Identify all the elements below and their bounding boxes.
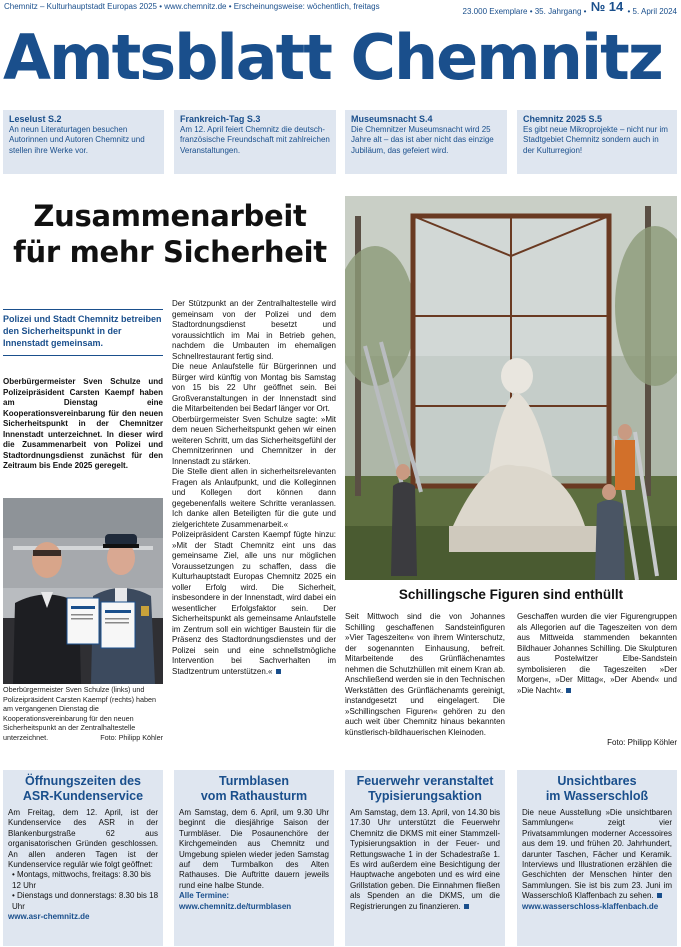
end-mark-icon	[464, 904, 469, 909]
box-title	[179, 774, 329, 803]
end-mark-icon	[276, 669, 281, 674]
box-body-text: Die neue Ausstellung »Die unsichtbaren Sammlungen« zeigt vier Privatsammlungen moderner Accessoires aus dem 19. und frühen 20. Jahrhundert, darunter Taschen, Fächer und Keramik. Interviews und Illustrationen erzählen die Geschichten der Menschen hinter den Sammlungen. Sie ist bis zum 23. Juni im Wasserschloß Klaffenbach zu sehen.	[522, 808, 672, 901]
photo-signing	[3, 498, 163, 684]
caption-credit: Foto: Philipp Köhler	[100, 732, 163, 742]
box-title-line: im Wasserschloß	[545, 788, 649, 803]
teaser-text: Die Chemnitzer Museumsnacht wird 25 Jahre alt – das ist aber nicht das einzige Jubiläum, das gefeiert wird.	[351, 124, 494, 155]
box-title-line: Öffnungszeiten des	[25, 774, 141, 788]
figures-text-b	[517, 612, 677, 696]
list-item-text: Montags, mittwochs, freitags: 8.30 bis 12 Uhr	[12, 870, 151, 890]
asr-link[interactable]: www.asr-chemnitz.de	[8, 912, 90, 922]
body-paragraph: Die neue Anlaufstelle für Bürgerinnen und Bürger wird künftig von Montag bis Samstag von 15 bis 22 Uhr geöffnet sein. Bei Großveranstaltungen in der Innenstadt sind die Mitarbeitenden bei Bedarf länger vor Ort.	[172, 362, 336, 413]
masthead-title: Amtsblatt Chemnitz	[3, 21, 662, 94]
teaser-title: Frankreich-Tag S.3	[180, 114, 261, 124]
teaser-title: Chemnitz 2025 S.5	[523, 114, 603, 124]
box-title	[350, 774, 500, 803]
teaser-text: Es gibt neue Mikroprojekte – nicht nur im Stadtgebiet Chemnitz sondern auch in der Kulturregion!	[523, 124, 668, 155]
article-lead: Polizei und Stadt Chemnitz betreiben den Sicherheitspunkt in der Innenstadt gemeinsam.	[3, 309, 163, 356]
box-body: Am Samstag, dem 6. April, um 9.30 Uhr beginnt die diesjährige Saison der Turmbläser. Die Posaunenchöre der Kirchgemeinden aus Chemnitz und Umgebung spielen wieder jeden Samstag auf dem Turmbalkon des Alten Rathauses. Die Auftritte dauern jeweils rund eine halbe Stunde.	[179, 808, 329, 890]
list-item-text: Dienstags und donnerstags: 8.30 bis 18 Uhr	[12, 891, 159, 911]
headline-line-1: Zusammenarbeit	[33, 199, 307, 233]
article-body	[172, 299, 336, 677]
box-body	[522, 808, 672, 902]
teaser-chemnitz-2025[interactable]	[517, 110, 677, 174]
box-title-line: vom Rathausturm	[200, 788, 308, 803]
body-paragraph: Die Stelle dient allen in sicherheitsrelevanten Fragen als Anlaufpunkt, und die Kolleginnen und Kollegen dort können dann gegebenenfalls weitere Schritte veranlassen. Ich danke allen Beteiligten für die gute und zielgerichtete Zusammenarbeit.«	[172, 467, 336, 529]
headline-line-2: für mehr Sicherheit	[13, 235, 327, 269]
turmblasen-link[interactable]: www.chemnitz.de/turmblasen	[179, 901, 292, 911]
end-mark-icon	[566, 688, 571, 693]
teaser-text: Am 12. April feiert Chemnitz die deutsch-französische Freundschaft mit zahlreichen Veranstaltungen.	[180, 124, 330, 155]
teaser-text: An neun Literaturtagen besuchen Autorinnen und Autoren Chemnitz und stellen ihre Werke vor.	[9, 124, 145, 155]
box-feuerwehr	[345, 770, 505, 946]
issue-info-bar	[4, 1, 677, 15]
box-title-line: Turmblasen	[219, 774, 289, 788]
link-label: Alle Termine:	[179, 891, 230, 901]
box-body: Am Freitag, dem 12. April, ist der Kundenservice des ASR in der Blankenburgstraße 62 aus organisatorischen Gründen geschlossen. An allen anderen Tagen ist der Kundenservice regulär wie folgt geöffnet:	[8, 808, 158, 870]
figures-text: Geschaffen wurden die vier Figurengruppen als Allegorien auf die Tageszeiten von dem aus Mittweida stammenden bekannten Bildhauer Johannes Schilling. Die Skulpturen aus Postelwitzer Elbe-Sandstein symbolisieren die Tageszeiten »Der Morgen«, »Der Mittag«, »Der Abend« und »Die Nacht«.	[517, 612, 677, 695]
figures-photo-credit: Foto: Philipp Köhler	[607, 738, 677, 747]
box-title-line: ASR-Kundenservice	[22, 788, 144, 803]
list-item: • Dienstags und donnerstags: 8.30 bis 18 Uhr	[12, 891, 159, 911]
box-title-line: Typisierungsaktion	[368, 788, 482, 803]
issue-date: • 5. April 2024	[627, 7, 677, 16]
issue-info-left: Chemnitz – Kulturhauptstadt Europas 2025 • www.chemnitz.de • Erscheinungsweise: wöchentlich, freitags	[4, 2, 380, 11]
issue-number: № 14	[590, 0, 624, 14]
teaser-strip	[3, 110, 677, 174]
teaser-leselust[interactable]	[3, 110, 164, 174]
figures-text-a: Seit Mittwoch sind die von Johannes Schilling geschaffenen Sandsteinfiguren »Vier Tageszeiten« von ihrem Winterschutz, der sogenannten Einhausung, befreit. Mitarbeitende des Grünflächenamtes nehmen die Schutzhüllen mit einem Kran ab. Anschließend werden sie in den Technischen Werkstätten des Grünflächenamts gereinigt, instandgesetzt und eingelagert. Die »Schillingschen Figuren« gehören zu den auch weit über Chemnitz hinaus bekannten künstlerisch-bildhauerischen Kleinoden.	[345, 612, 505, 737]
body-text: Polizeipräsident Carsten Kaempf fügte hinzu: »Mit der Stadt Chemnitz eint uns das gemeinsame Ziel, alle uns nur möglichen Voraussetzungen zu schaffen, dass die Kulturhauptstadt Europas Chemnitz 2025 ein voller Erfolg wird. Die Sicherheit, insbesondere in der Innenstadt, wird dabei ein wesentlicher Erfolgsfaktor sein. Der Sicherheitspunkt als gemeinsame Anlaufstelle im Zentrum soll ein wichtiger Baustein für die Präsenz des Stadtordnungsdienstes und der Polizei sein und eine schnellstmögliche Intervention bei Sachverhalten im Stadtzentrum unterstützen.«	[172, 530, 336, 676]
box-body-text: Am Samstag, dem 13. April, von 14.30 bis 17.30 Uhr unterstützt die Feuerwehr Chemnitz die DKMS mit einer Stammzell-Typisierungsaktion in der Feuer- und Rettungswache 1 in der Schadestraße 1. Es wird außerdem eine Besichtigung der Hauptwache angeboten und es wird eine Grillstation geben. Die Einnahmen fließen als Spenden an die DKMS, um die Registrierungen zu finanzieren.	[350, 808, 500, 911]
body-paragraph: Der Stützpunkt an der Zentralhaltestelle wird gemeinsam von der Polizei und dem Stadtordnungsdienst besetzt und voraussichtlich im Mai in Betrieb gehen, nachdem die Umbauten im ehemaligen Schnellrestaurant fertig sind.	[172, 299, 336, 361]
circulation-info: 23.000 Exemplare • 35. Jahrgang •	[462, 7, 587, 16]
box-title	[8, 774, 158, 803]
end-mark-icon	[657, 893, 662, 898]
list-item: • Montags, mittwochs, freitags: 8.30 bis 12 Uhr	[12, 870, 151, 890]
box-title-line: Unsichtbares	[557, 774, 637, 788]
teaser-title: Museumsnacht S.4	[351, 114, 433, 124]
figures-headline: Schillingsche Figuren sind enthüllt	[398, 587, 624, 602]
article-intro: Oberbürgermeister Sven Schulze und Polizeipräsident Carsten Kaempf haben am Dienstag eine Kooperationsvereinbarung für den neuen Sicherheitspunkt in der Chemnitzer Innenstadt unterzeichnet. In dieser wird die Zusammenarbeit von Polizei und Stadtordnungsdienst zunächst für den Zeitraum bis Ende 2025 geregelt.	[3, 377, 163, 470]
box-asr-service	[3, 770, 163, 946]
caption-text: Oberbürgermeister Sven Schulze (links) und Polizeipräsident Carsten Kaempf (rechts) haben am vergangenen Dienstag die Kooperationsvereinbarung für den neuen Sicherheitspunkt an der Zentralhaltestelle unterzeichnet.	[3, 685, 157, 742]
teaser-title: Leselust S.2	[9, 114, 62, 124]
teaser-museumsnacht[interactable]	[345, 110, 507, 174]
wasserschloss-link[interactable]: www.wasserschloss-klaffenbach.de	[522, 901, 659, 911]
teaser-frankreich-tag[interactable]	[174, 110, 336, 174]
body-paragraph	[172, 530, 336, 677]
box-title	[522, 774, 672, 803]
photo-caption	[3, 685, 163, 743]
hours-list	[8, 870, 158, 912]
box-title-line: Feuerwehr veranstaltet	[356, 774, 494, 788]
box-wasserschloss	[517, 770, 677, 946]
photo-statue	[345, 196, 677, 580]
box-body	[350, 808, 500, 912]
main-headline	[3, 198, 337, 270]
box-turmblasen	[174, 770, 334, 946]
body-paragraph: Oberbürgermeister Sven Schulze sagte: »Mit dem neuen Sicherheitspunkt gehen wir einen weiteren Schritt, um das Sicherheitsgefühl der Chemnitzerinnen und Chemnitzer in der Innenstadt zu stärken.	[172, 414, 336, 466]
